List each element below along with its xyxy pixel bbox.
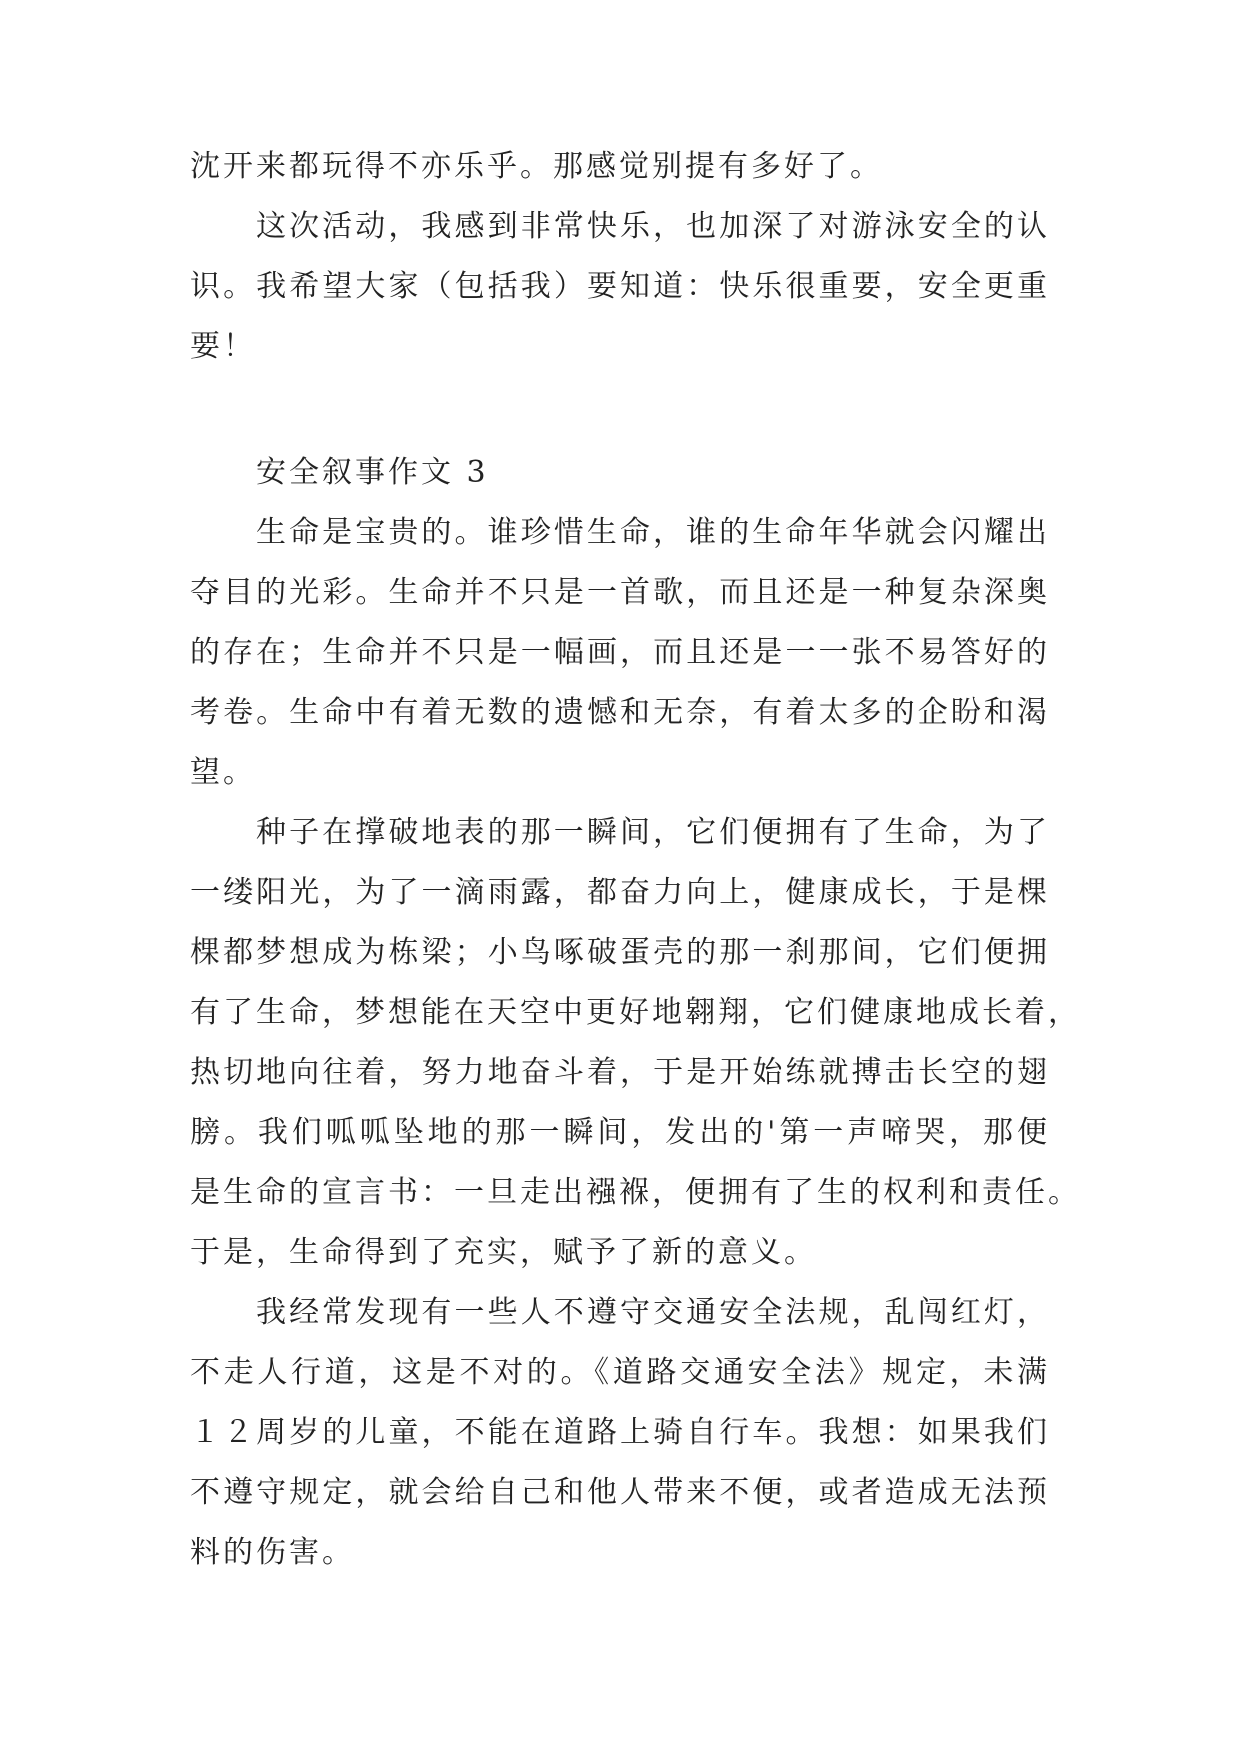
paragraph-line: 棵都梦想成为栋梁；小鸟啄破蛋壳的那一刹那间，它们便拥 xyxy=(190,935,1050,970)
paragraph-line: 沈开来都玩得不亦乐乎。那感觉别提有多好了。 xyxy=(190,149,883,184)
paragraph-line: １２周岁的儿童，不能在道路上骑自行车。我想：如果我们 xyxy=(190,1415,1050,1450)
body-text-top xyxy=(190,137,1050,377)
paragraph-line: 有了生命，梦想能在天空中更好地翱翔，它们健康地成长着， xyxy=(190,995,1081,1030)
paragraph-line: 不遵守规定，就会给自己和他人带来不便，或者造成无法预 xyxy=(190,1475,1050,1510)
paragraph-line: 热切地向往着，努力地奋斗着，于是开始练就搏击长空的翅 xyxy=(190,1055,1050,1090)
paragraph-line: 于是，生命得到了充实，赋予了新的意义。 xyxy=(190,1235,817,1270)
paragraph-line: 的存在；生命并不只是一幅画，而且还是一一张不易答好的 xyxy=(190,635,1050,670)
paragraph-line: 膀。我们呱呱坠地的那一瞬间，发出的'第一声啼哭，那便 xyxy=(190,1115,1050,1150)
paragraph-line: 夺目的光彩。生命并不只是一首歌，而且还是一种复杂深奥 xyxy=(190,575,1050,610)
paragraph-line: 望。 xyxy=(190,755,256,790)
paragraph-line: 生命是宝贵的。谁珍惜生命，谁的生命年华就会闪耀出 xyxy=(256,515,1050,550)
body-text-main xyxy=(190,503,1081,1583)
paragraph-line: 料的伤害。 xyxy=(190,1535,355,1570)
paragraph-line: 种子在撑破地表的那一瞬间，它们便拥有了生命，为了 xyxy=(256,815,1050,850)
paragraph-line: 不走人行道，这是不对的。《道路交通安全法》规定，未满 xyxy=(190,1355,1050,1390)
paragraph-line: 识。我希望大家（包括我）要知道：快乐很重要，安全更重 xyxy=(190,269,1050,304)
paragraph-line: 考卷。生命中有着无数的遗憾和无奈，有着太多的企盼和渴 xyxy=(190,695,1050,730)
paragraph-line: 我经常发现有一些人不遵守交通安全法规，乱闯红灯， xyxy=(256,1295,1050,1330)
paragraph-line: 这次活动，我感到非常快乐，也加深了对游泳安全的认 xyxy=(256,209,1050,244)
paragraph-line: 一缕阳光，为了一滴雨露，都奋力向上，健康成长，于是棵 xyxy=(190,875,1050,910)
section-heading: 安全叙事作文 3 xyxy=(256,455,489,490)
paragraph-line: 是生命的宣言书：一旦走出襁褓，便拥有了生的权利和责任。 xyxy=(190,1175,1081,1210)
paragraph-line: 要！ xyxy=(190,329,256,364)
